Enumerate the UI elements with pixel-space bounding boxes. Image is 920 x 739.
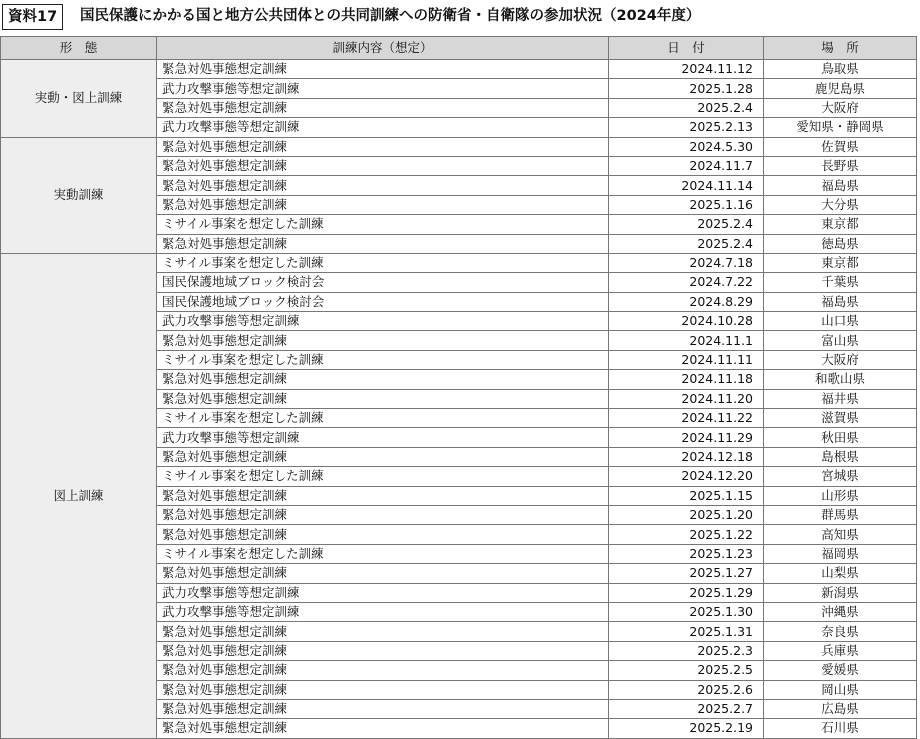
form-cell: 実動・図上訓練	[1, 60, 157, 138]
content-cell: 緊急対処事態想定訓練	[157, 661, 609, 680]
content-cell: ミサイル事案を想定した訓練	[157, 253, 609, 272]
place-cell: 高知県	[764, 525, 917, 544]
date-cell: 2025.2.5	[609, 661, 764, 680]
content-cell: 緊急対処事態想定訓練	[157, 486, 609, 505]
content-cell: 武力攻撃事態等想定訓練	[157, 428, 609, 447]
content-cell: 武力攻撃事態等想定訓練	[157, 312, 609, 331]
place-cell: 山梨県	[764, 564, 917, 583]
place-cell: 千葉県	[764, 273, 917, 292]
place-cell: 福井県	[764, 389, 917, 408]
table-row	[1, 137, 917, 156]
place-cell: 福岡県	[764, 544, 917, 563]
content-cell: 武力攻撃事態等想定訓練	[157, 79, 609, 98]
header-place: 場 所	[764, 37, 917, 60]
date-cell: 2025.1.20	[609, 505, 764, 524]
place-cell: 東京都	[764, 253, 917, 272]
place-cell: 東京都	[764, 215, 917, 234]
place-cell: 福島県	[764, 292, 917, 311]
place-cell: 徳島県	[764, 234, 917, 253]
date-cell: 2024.11.18	[609, 370, 764, 389]
date-cell: 2025.1.23	[609, 544, 764, 563]
place-cell: 和歌山県	[764, 370, 917, 389]
content-cell: 緊急対処事態想定訓練	[157, 680, 609, 699]
place-cell: 秋田県	[764, 428, 917, 447]
header-row	[1, 37, 917, 60]
place-cell: 山口県	[764, 312, 917, 331]
date-cell: 2025.2.19	[609, 719, 764, 738]
content-cell: 緊急対処事態想定訓練	[157, 195, 609, 214]
date-cell: 2024.10.28	[609, 312, 764, 331]
content-cell: ミサイル事案を想定した訓練	[157, 409, 609, 428]
header-date: 日 付	[609, 37, 764, 60]
date-cell: 2025.2.4	[609, 215, 764, 234]
content-cell: 緊急対処事態想定訓練	[157, 331, 609, 350]
table-header	[1, 37, 917, 60]
date-cell: 2025.1.29	[609, 583, 764, 602]
content-cell: ミサイル事案を想定した訓練	[157, 467, 609, 486]
content-cell: 緊急対処事態想定訓練	[157, 176, 609, 195]
place-cell: 福島県	[764, 176, 917, 195]
place-cell: 大阪府	[764, 350, 917, 369]
place-cell: 愛媛県	[764, 661, 917, 680]
place-cell: 大阪府	[764, 98, 917, 117]
content-cell: ミサイル事案を想定した訓練	[157, 544, 609, 563]
content-cell: 緊急対処事態想定訓練	[157, 137, 609, 156]
date-cell: 2025.2.13	[609, 118, 764, 137]
date-cell: 2024.11.29	[609, 428, 764, 447]
date-cell: 2025.2.7	[609, 699, 764, 718]
place-cell: 宮城県	[764, 467, 917, 486]
place-cell: 富山県	[764, 331, 917, 350]
document-header	[0, 0, 920, 34]
date-cell: 2024.11.1	[609, 331, 764, 350]
content-cell: ミサイル事案を想定した訓練	[157, 215, 609, 234]
place-cell: 群馬県	[764, 505, 917, 524]
place-cell: 奈良県	[764, 622, 917, 641]
form-cell: 図上訓練	[1, 253, 157, 738]
place-cell: 鳥取県	[764, 60, 917, 79]
place-cell: 石川県	[764, 719, 917, 738]
content-cell: 武力攻撃事態等想定訓練	[157, 118, 609, 137]
place-cell: 沖縄県	[764, 602, 917, 621]
content-cell: 緊急対処事態想定訓練	[157, 622, 609, 641]
table-body	[1, 60, 917, 739]
content-cell: 緊急対処事態想定訓練	[157, 98, 609, 117]
date-cell: 2024.11.20	[609, 389, 764, 408]
date-cell: 2024.12.20	[609, 467, 764, 486]
place-cell: 広島県	[764, 699, 917, 718]
date-cell: 2025.1.30	[609, 602, 764, 621]
header-content: 訓練内容（想定）	[157, 37, 609, 60]
content-cell: 緊急対処事態想定訓練	[157, 447, 609, 466]
date-cell: 2024.7.18	[609, 253, 764, 272]
place-cell: 岡山県	[764, 680, 917, 699]
content-cell: 国民保護地域ブロック検討会	[157, 273, 609, 292]
place-cell: 山形県	[764, 486, 917, 505]
content-cell: 武力攻撃事態等想定訓練	[157, 602, 609, 621]
place-cell: 新潟県	[764, 583, 917, 602]
header-form: 形 態	[1, 37, 157, 60]
date-cell: 2024.11.14	[609, 176, 764, 195]
date-cell: 2024.8.29	[609, 292, 764, 311]
date-cell: 2024.11.12	[609, 60, 764, 79]
table-row	[1, 253, 917, 272]
document-title: 国民保護にかかる国と地方公共団体との共同訓練への防衛省・自衛隊の参加状況（2024年度）	[80, 8, 701, 24]
date-cell: 2025.1.27	[609, 564, 764, 583]
content-cell: ミサイル事案を想定した訓練	[157, 350, 609, 369]
content-cell: 緊急対処事態想定訓練	[157, 389, 609, 408]
date-cell: 2025.2.6	[609, 680, 764, 699]
date-cell: 2024.5.30	[609, 137, 764, 156]
content-cell: 緊急対処事態想定訓練	[157, 564, 609, 583]
place-cell: 佐賀県	[764, 137, 917, 156]
date-cell: 2025.1.31	[609, 622, 764, 641]
table-row	[1, 60, 917, 79]
date-cell: 2025.1.16	[609, 195, 764, 214]
content-cell: 武力攻撃事態等想定訓練	[157, 583, 609, 602]
date-cell: 2025.1.28	[609, 79, 764, 98]
date-cell: 2024.7.22	[609, 273, 764, 292]
form-cell: 実動訓練	[1, 137, 157, 253]
date-cell: 2024.11.22	[609, 409, 764, 428]
date-cell: 2025.2.3	[609, 641, 764, 660]
date-cell: 2025.1.22	[609, 525, 764, 544]
date-cell: 2024.11.7	[609, 156, 764, 175]
content-cell: 緊急対処事態想定訓練	[157, 699, 609, 718]
content-cell: 緊急対処事態想定訓練	[157, 370, 609, 389]
content-cell: 国民保護地域ブロック検討会	[157, 292, 609, 311]
place-cell: 鹿児島県	[764, 79, 917, 98]
date-cell: 2025.1.15	[609, 486, 764, 505]
place-cell: 大分県	[764, 195, 917, 214]
content-cell: 緊急対処事態想定訓練	[157, 156, 609, 175]
date-cell: 2025.2.4	[609, 234, 764, 253]
content-cell: 緊急対処事態想定訓練	[157, 234, 609, 253]
exercise-table	[0, 36, 917, 739]
place-cell: 長野県	[764, 156, 917, 175]
content-cell: 緊急対処事態想定訓練	[157, 719, 609, 738]
content-cell: 緊急対処事態想定訓練	[157, 525, 609, 544]
document-badge: 資料17	[2, 4, 63, 30]
place-cell: 愛知県・静岡県	[764, 118, 917, 137]
place-cell: 滋賀県	[764, 409, 917, 428]
date-cell: 2025.2.4	[609, 98, 764, 117]
content-cell: 緊急対処事態想定訓練	[157, 505, 609, 524]
content-cell: 緊急対処事態想定訓練	[157, 641, 609, 660]
date-cell: 2024.12.18	[609, 447, 764, 466]
place-cell: 島根県	[764, 447, 917, 466]
content-cell: 緊急対処事態想定訓練	[157, 60, 609, 79]
date-cell: 2024.11.11	[609, 350, 764, 369]
place-cell: 兵庫県	[764, 641, 917, 660]
